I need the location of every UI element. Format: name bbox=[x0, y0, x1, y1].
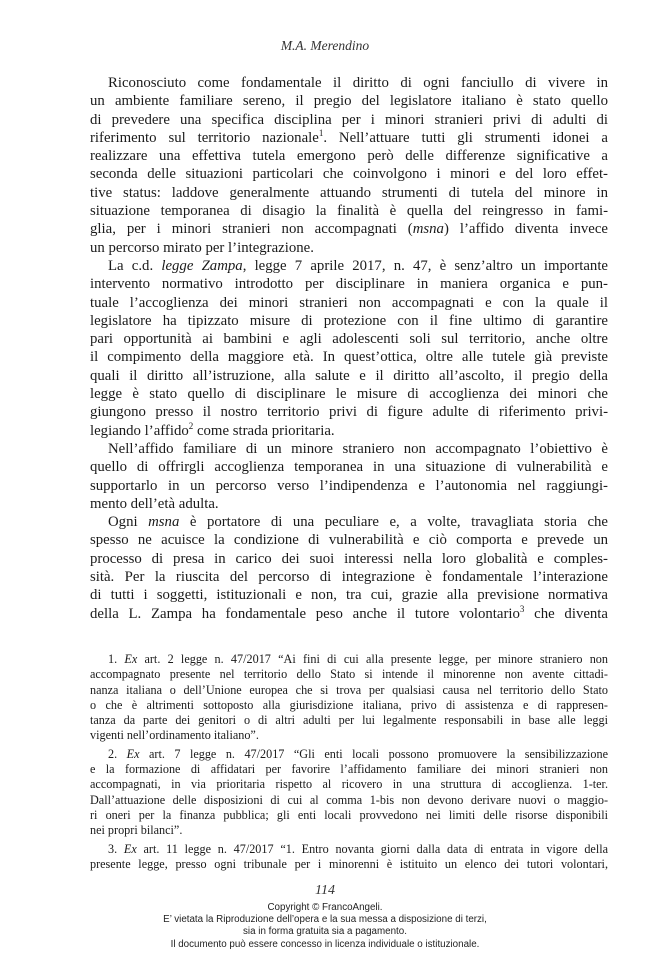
footnote-ref-1: 1 bbox=[318, 127, 324, 138]
text-line: spesso ne acuisce la condizione di vulnerabilità e ciò comporta e prevede un bbox=[90, 532, 608, 549]
text-line: della L. Zampa ha fondamentale peso anche il tutore volontario$^3$ che diventa bbox=[90, 603, 608, 622]
copyright-line: sia in forma gratuita sia a pagamento. bbox=[243, 926, 407, 938]
text-line: sità. Per la riuscita del percorso di integrazione è fondamentale l’interazione bbox=[90, 569, 608, 586]
note-line: nanza italiana o dell’Unione europea che si trova per qualsiasi causa nel territorio dello Stato bbox=[90, 682, 608, 697]
note-line: 2. Ex art. 7 legge n. 47/2017 “Gli enti locali possono promuovere la sensibilizzazione bbox=[108, 746, 609, 761]
footnote-ref-2: 2 bbox=[188, 420, 194, 431]
text-line: Ogni msna è portatore di una peculiare e, a volte, travagliata storia che bbox=[108, 514, 608, 531]
paragraph-2 bbox=[90, 257, 608, 440]
text-line: riferimento sul territorio nazionale$^1$. Nell’attuare tutti gli strumenti idonei a bbox=[90, 127, 608, 146]
note-line: e la formazione di affidatari per favorire l’affidamento familiare dei minori stranieri non bbox=[90, 762, 608, 777]
text-line: supportarlo in un percorso verso l’indipendenza e l’autonomia nel raggiungi- bbox=[90, 477, 608, 494]
text-line: tive status: laddove generalmente attuando strumenti di tutela del minore in bbox=[90, 184, 608, 201]
footnote-ref-3: 3 bbox=[519, 603, 525, 614]
text-line: di prevedere una specifica disciplina per i minori stranieri privi di adulti di bbox=[90, 111, 608, 128]
note-line: 1. Ex art. 2 legge n. 47/2017 “Ai fini di cui alla presente legge, per minore straniero non bbox=[108, 652, 608, 666]
text-line: mento dell’età adulta. bbox=[90, 495, 219, 512]
text-line: Nell’affido familiare di un minore straniero non accompagnato l’obiettivo è bbox=[108, 440, 608, 457]
footnotes bbox=[90, 652, 608, 872]
text-line: quello di offrirgli accoglienza temporanea in una situazione di vulnerabilità e bbox=[90, 459, 608, 476]
paragraph-4 bbox=[90, 513, 608, 623]
text-line: legislatore ha tipizzato misure di protezione con il fine ultimo di garantire bbox=[90, 312, 608, 329]
copyright-notice bbox=[0, 902, 650, 951]
text-line: La c.d. legge Zampa, legge 7 aprile 2017, n. 47, è senz’altro un importante bbox=[108, 257, 608, 274]
note-line: accompagnati, in via prioritaria rispetto al ricovero in una struttura di accoglienza. 1-ter. bbox=[90, 777, 608, 792]
note-line: tanza da parte dei genitori o di altri adulti per lui legalmente responsabili in base alle leggi bbox=[90, 713, 608, 728]
text-line: giungono presso il nostro territorio privi di figure adulte di riferimento privi- bbox=[90, 404, 608, 421]
text-line: un ambiente familiare sereno, il pregio del legislatore italiano è stato quello bbox=[90, 93, 608, 110]
text-line: legge è stato quello di disciplinare le misure di accoglienza dei minori che bbox=[90, 386, 608, 403]
note-line: nei propri bilanci”. bbox=[90, 823, 183, 838]
copyright-line: Il documento può essere concesso in licenza individuale o istituzionale. bbox=[170, 938, 480, 950]
paragraph-1 bbox=[90, 74, 608, 257]
text-line: glia, per i minori stranieri non accompagnati (msna) l’affido diventa invece bbox=[90, 221, 608, 238]
paragraph-3 bbox=[90, 440, 608, 513]
copyright-line: Copyright © FrancoAngeli. bbox=[267, 902, 383, 913]
footnote-3 bbox=[90, 842, 608, 873]
page-number: 114 bbox=[315, 883, 335, 898]
main-text bbox=[90, 74, 608, 623]
note-line: ri oneri per la finanza pubblica; gli enti locali provvedono nei limiti delle risorse disponibili bbox=[90, 807, 608, 822]
text-line: di tutti i soggetti, istituzionali e non, tra cui, grazie alla previsione normativa bbox=[90, 587, 608, 604]
note-line: accompagnato presente nel territorio dello Stato si intende il minorenne non avente cittadi- bbox=[90, 667, 608, 682]
text-line: quali il diritto all’istruzione, alla salute e il diritto all’ascolto, il pregio della bbox=[90, 367, 608, 384]
copyright-line: E’ vietata la Riproduzione dell’opera e la sua messa a disposizione di terzi, bbox=[163, 914, 487, 926]
footnote-1 bbox=[90, 652, 608, 744]
text-line: intervento normativo introdotto per disciplinare in maniera organica e pun- bbox=[90, 276, 608, 293]
text-line: un percorso mirato per l’integrazione. bbox=[90, 239, 314, 256]
note-line: Dall’attuazione delle disposizioni di cui al comma 1-bis non devono derivare nuovi o maggio- bbox=[90, 792, 608, 807]
note-line: vigenti nell’ordinamento italiano”. bbox=[90, 728, 259, 743]
text-line: pari opportunità ai bambini e agli adolescenti soli sul territorio, anche oltre bbox=[90, 331, 608, 348]
note-line: 3. Ex art. 11 legge n. 47/2017 “1. Entro novanta giorni dalla data di entrata in vigore della bbox=[108, 841, 608, 856]
text-line: situazione temporanea di disagio la finalità è quella del reingresso in fami- bbox=[90, 203, 608, 220]
text-line: processo di presa in carico dei suoi interessi nella loro globalità e comples- bbox=[90, 550, 608, 567]
running-head: M.A. Merendino bbox=[280, 38, 370, 53]
text-line: il compimento della maggiore età. In quest’ottica, oltre alle tutele già previste bbox=[90, 349, 608, 366]
text-line: realizzare una effettiva tutela emergono però delle differenze significative a bbox=[90, 148, 608, 165]
footnote-2 bbox=[90, 747, 608, 839]
text-line: Riconosciuto come fondamentale il diritto di ogni fanciullo di vivere in bbox=[108, 75, 608, 91]
note-line: o che è altrimenti sottoposto alla giurisdizione italiana, privo di assistenza e di rappresen- bbox=[90, 697, 608, 712]
text-line: tuale l’accoglienza dei minori stranieri non accompagnati e con la quale il bbox=[90, 294, 608, 311]
text-line: legiando l’affido$^2$ come strada prioritaria. bbox=[90, 420, 335, 439]
text-line: seconda delle situazioni particolari che coinvolgono i minori e del loro effet- bbox=[90, 166, 608, 183]
note-line: presente legge, presso ogni tribunale per i minorenni è istituito un elenco dei tutori volontari, bbox=[90, 856, 608, 871]
